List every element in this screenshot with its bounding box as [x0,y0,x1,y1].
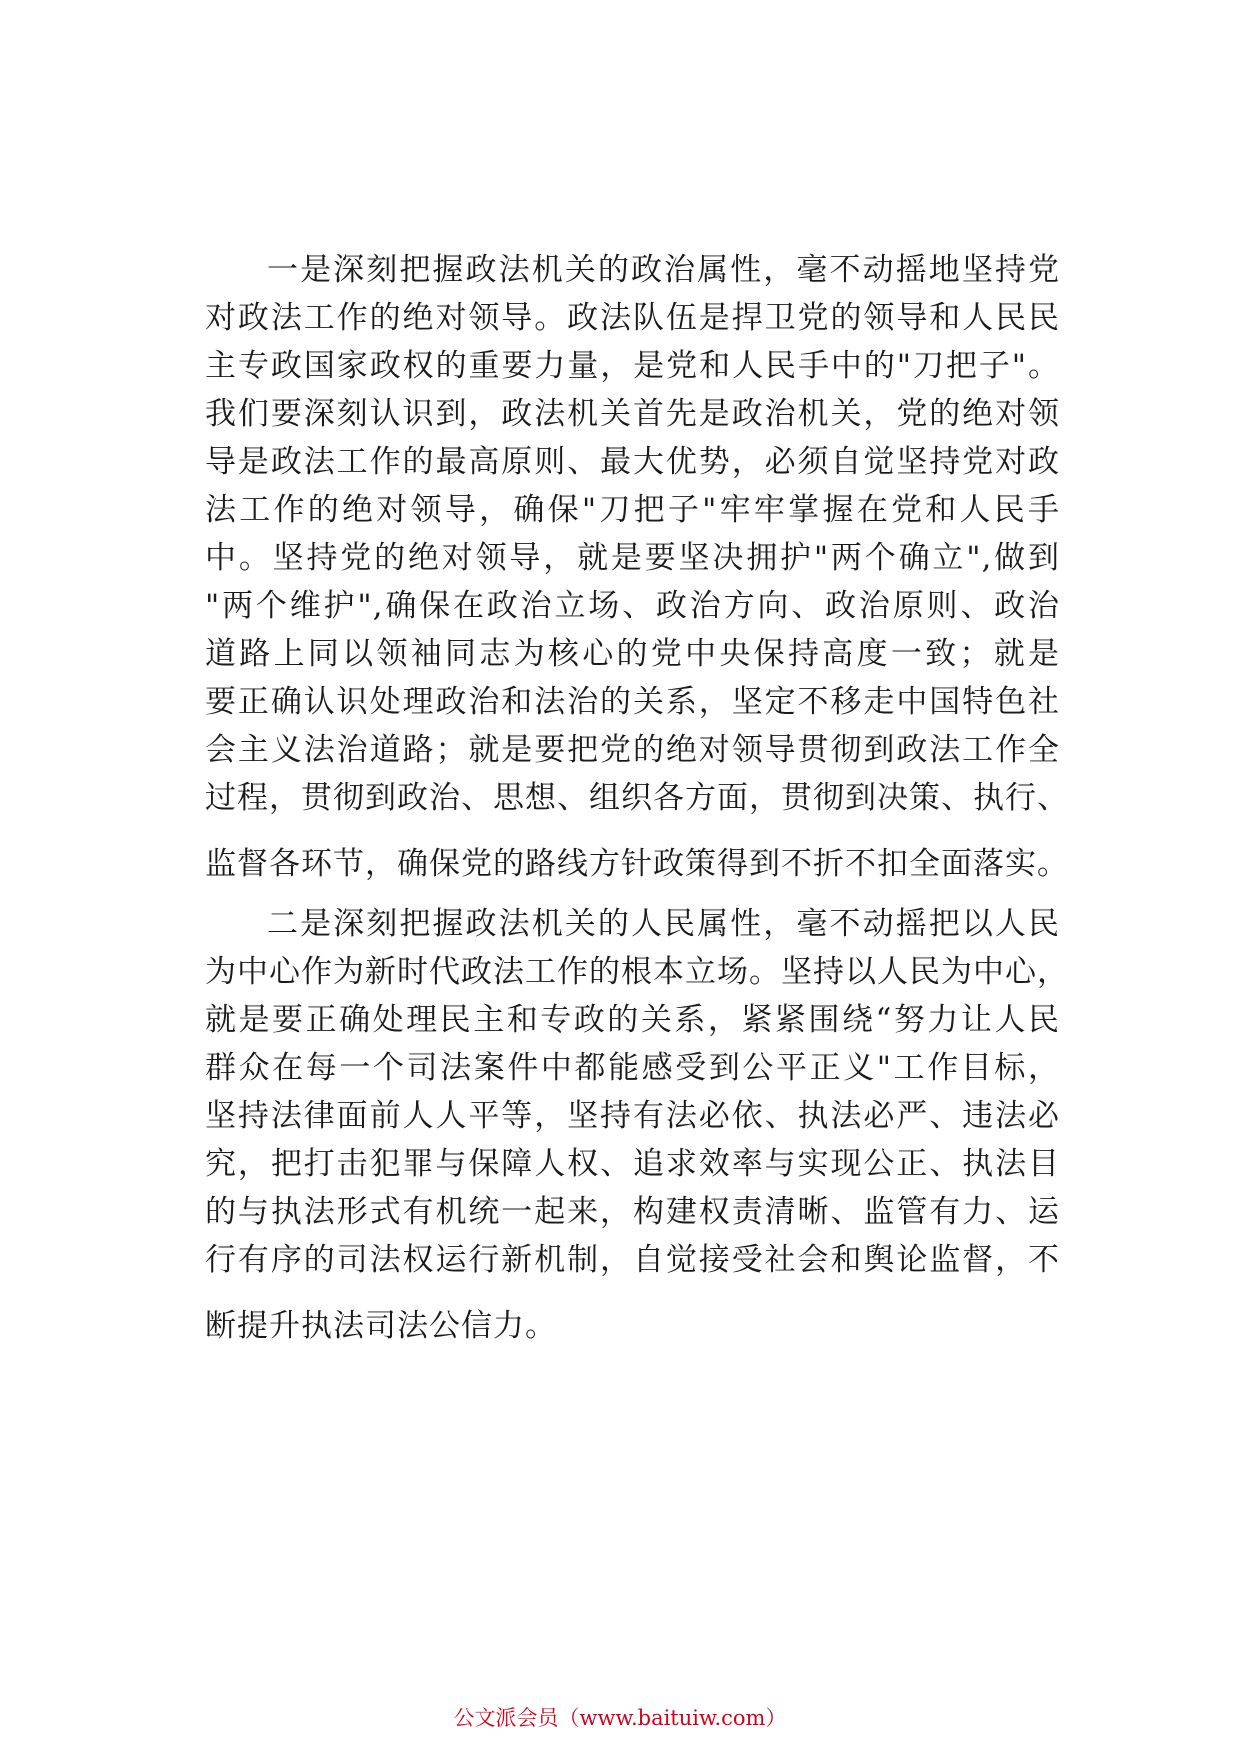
paragraph-line: 断提升执法司法公信力。 [205,1308,557,1344]
paragraph-line: 二是深刻把握政法机关的人民属性，毫不动摇把以人民 [267,906,1060,942]
paragraph-line: 为中心作为新时代政法工作的根本立场。坚持以人民为中心， [205,954,1069,990]
paragraph-line: 导是政法工作的最高原则、最大优势，必须自觉坚持党对政 [205,444,1060,480]
paragraph-line: 群众在每一个司法案件中都能感受到公平正义"工作目标， [205,1050,1060,1086]
paragraph-1 [205,246,1069,888]
paragraph-line: 就是要正确处理民主和专政的关系，紧紧围绕“努力让人民 [205,1002,1060,1038]
paragraph-line: 过程，贯彻到政治、思想、组织各方面，贯彻到决策、执行、 [205,780,1069,816]
paragraph-line: 一是深刻把握政法机关的政治属性，毫不动摇地坚持党 [267,252,1060,288]
paragraph-line: 会主义法治道路；就是要把党的绝对领导贯彻到政法工作全 [205,732,1060,768]
paragraph-line: 监督各环节，确保党的路线方针政策得到不折不扣全面落实。 [205,846,1069,882]
paragraph-line: 究，把打击犯罪与保障人权、追求效率与实现公正、执法目 [205,1146,1060,1182]
paragraph-line: 法工作的绝对领导，确保"刀把子"牢牢掌握在党和人民手 [205,492,1060,528]
paragraph-line: 对政法工作的绝对领导。政法队伍是捍卫党的领导和人民民 [205,300,1060,336]
paragraph-line: 主专政国家政权的重要力量，是党和人民手中的"刀把子"。 [205,348,1060,384]
paragraph-line: 的与执法形式有机统一起来，构建权责清晰、监管有力、运 [205,1194,1060,1230]
paragraph-line: 中。坚持党的绝对领导，就是要坚决拥护"两个确立",做到 [205,540,1060,576]
paragraph-2 [205,900,1069,1350]
paragraph-line: "两个维护",确保在政治立场、政治方向、政治原则、政治 [205,588,1060,624]
footer-watermark: 公文派会员（www.baituiw.com） [453,1706,787,1730]
paragraph-line: 要正确认识处理政治和法治的关系，坚定不移走中国特色社 [205,684,1060,720]
document-body [205,246,1069,1350]
paragraph-line: 行有序的司法权运行新机制，自觉接受社会和舆论监督，不 [205,1242,1060,1278]
paragraph-line: 坚持法律面前人人平等，坚持有法必依、执法必严、违法必 [205,1098,1060,1134]
paragraph-line: 我们要深刻认识到，政法机关首先是政治机关，党的绝对领 [205,396,1060,432]
paragraph-line: 道路上同以领袖同志为核心的党中央保持高度一致；就是 [205,636,1060,672]
